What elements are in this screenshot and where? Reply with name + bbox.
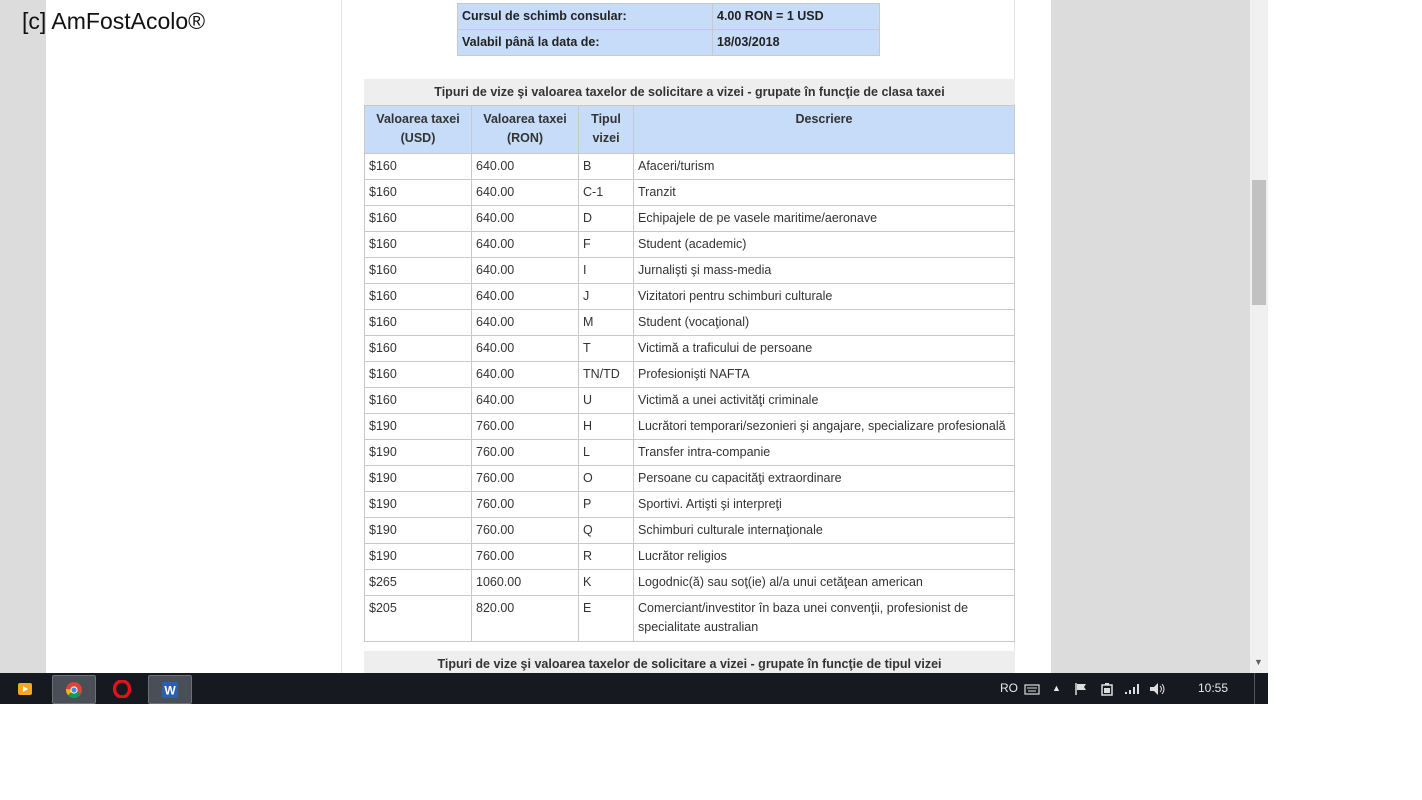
left-margin <box>0 0 46 673</box>
right-margin <box>1051 0 1250 673</box>
description-cell: Schimburi culturale internaţionale <box>634 518 1015 544</box>
visa-type-cell: I <box>579 258 634 284</box>
description-cell: Echipajele de pe vasele maritime/aeronave <box>634 206 1015 232</box>
fee-ron-cell: 640.00 <box>472 258 579 284</box>
visa-type-cell: O <box>579 466 634 492</box>
visa-type-cell: C-1 <box>579 180 634 206</box>
exchange-rate-table <box>457 3 880 56</box>
taskbar-chrome[interactable] <box>52 675 96 704</box>
table-row <box>365 518 1015 544</box>
visa-type-cell: E <box>579 596 634 642</box>
svg-text:W: W <box>164 683 176 697</box>
visa-type-cell: F <box>579 232 634 258</box>
description-cell: Afaceri/turism <box>634 154 1015 180</box>
watermark-text: [c] AmFostAcolo® <box>22 8 206 34</box>
visa-type-cell: Q <box>579 518 634 544</box>
table-row <box>365 154 1015 180</box>
fee-usd-cell: $190 <box>365 466 472 492</box>
visa-type-cell: H <box>579 414 634 440</box>
fee-usd-cell: $205 <box>365 596 472 642</box>
fee-usd-cell: $190 <box>365 518 472 544</box>
visa-type-cell: M <box>579 310 634 336</box>
rate-value: 18/03/2018 <box>713 30 880 56</box>
table-row <box>365 284 1015 310</box>
vertical-scrollbar[interactable] <box>1250 0 1268 673</box>
table-header-row <box>365 106 1015 154</box>
table-row <box>365 180 1015 206</box>
battery-icon[interactable] <box>1100 673 1114 704</box>
fee-usd-cell: $160 <box>365 388 472 414</box>
visa-type-cell: B <box>579 154 634 180</box>
fee-usd-cell: $160 <box>365 154 472 180</box>
rate-row <box>458 4 880 30</box>
table-row <box>365 362 1015 388</box>
fee-ron-cell: 640.00 <box>472 336 579 362</box>
scrollbar-thumb[interactable] <box>1252 180 1266 305</box>
taskbar-opera[interactable] <box>106 675 138 702</box>
description-cell: Jurnalişti şi mass-media <box>634 258 1015 284</box>
table-row <box>365 596 1015 642</box>
description-cell: Persoane cu capacităţi extraordinare <box>634 466 1015 492</box>
scroll-down-arrow-icon[interactable]: ▼ <box>1254 657 1263 667</box>
table-row <box>365 310 1015 336</box>
volume-icon[interactable] <box>1149 673 1167 704</box>
description-cell: Lucrător religios <box>634 544 1015 570</box>
table-row <box>365 544 1015 570</box>
table-row <box>365 206 1015 232</box>
description-cell: Victimă a traficului de persoane <box>634 336 1015 362</box>
description-cell: Vizitatori pentru schimburi culturale <box>634 284 1015 310</box>
visa-type-cell: P <box>579 492 634 518</box>
description-cell: Profesionişti NAFTA <box>634 362 1015 388</box>
show-desktop-button[interactable] <box>1254 673 1269 704</box>
taskbar-media-player[interactable] <box>10 675 40 702</box>
action-center-flag-icon[interactable] <box>1074 673 1088 704</box>
tray-expand-arrow-icon[interactable]: ▲ <box>1052 683 1061 693</box>
rate-label: Valabil până la data de: <box>458 30 713 56</box>
fee-ron-cell: 640.00 <box>472 310 579 336</box>
fee-usd-cell: $190 <box>365 492 472 518</box>
fee-ron-cell: 640.00 <box>472 180 579 206</box>
table-row <box>365 336 1015 362</box>
description-cell: Transfer intra-companie <box>634 440 1015 466</box>
table-caption-by-visa-type: Tipuri de vize şi valoarea taxelor de solicitare a vizei - grupate în funcţie de tipul vizei <box>364 651 1015 677</box>
rate-label: Cursul de schimb consular: <box>458 4 713 30</box>
description-cell: Comerciant/investitor în baza unei convenţii, profesionist de specialitate australian <box>634 596 1015 642</box>
fee-ron-cell: 760.00 <box>472 492 579 518</box>
visa-type-cell: R <box>579 544 634 570</box>
table-row <box>365 232 1015 258</box>
header-fee-ron: Valoarea taxei (RON) <box>472 106 579 154</box>
fee-usd-cell: $160 <box>365 232 472 258</box>
media-player-icon <box>17 681 33 697</box>
windows-taskbar <box>0 673 1268 704</box>
fee-ron-cell: 640.00 <box>472 154 579 180</box>
fee-ron-cell: 760.00 <box>472 466 579 492</box>
fee-usd-cell: $160 <box>365 284 472 310</box>
description-cell: Tranzit <box>634 180 1015 206</box>
visa-type-cell: K <box>579 570 634 596</box>
description-cell: Student (academic) <box>634 232 1015 258</box>
fee-usd-cell: $190 <box>365 440 472 466</box>
fee-usd-cell: $160 <box>365 180 472 206</box>
fee-ron-cell: 640.00 <box>472 362 579 388</box>
fee-ron-cell: 640.00 <box>472 388 579 414</box>
fee-ron-cell: 820.00 <box>472 596 579 642</box>
fee-usd-cell: $160 <box>365 336 472 362</box>
header-description: Descriere <box>634 106 1015 154</box>
header-visa-type: Tipul vizei <box>579 106 634 154</box>
visa-type-cell: TN/TD <box>579 362 634 388</box>
description-cell: Lucrători temporari/sezonieri şi angajare, specializare profesională <box>634 414 1015 440</box>
fee-usd-cell: $160 <box>365 258 472 284</box>
description-cell: Victimă a unei activităţi criminale <box>634 388 1015 414</box>
visa-type-cell: T <box>579 336 634 362</box>
table-row <box>365 570 1015 596</box>
fee-ron-cell: 760.00 <box>472 440 579 466</box>
description-cell: Logodnic(ă) sau soţ(ie) al/a unui cetăţean american <box>634 570 1015 596</box>
fee-usd-cell: $160 <box>365 362 472 388</box>
fee-ron-cell: 760.00 <box>472 414 579 440</box>
description-cell: Sportivi. Artişti şi interpreţi <box>634 492 1015 518</box>
fee-ron-cell: 760.00 <box>472 518 579 544</box>
taskbar-word[interactable] <box>148 675 192 704</box>
table-caption-by-fee-class: Tipuri de vize şi valoarea taxelor de solicitare a vizei - grupate în funcţie de clasa taxei <box>364 79 1015 105</box>
network-signal-icon[interactable] <box>1124 673 1140 704</box>
clock-time[interactable]: 10:55 <box>1198 681 1229 695</box>
rate-value: 4.00 RON = 1 USD <box>713 4 880 30</box>
visa-type-cell: D <box>579 206 634 232</box>
language-indicator[interactable]: RO <box>1000 681 1018 695</box>
chrome-icon <box>65 681 83 699</box>
rate-row <box>458 30 880 56</box>
word-icon <box>161 681 179 699</box>
fee-ron-cell: 760.00 <box>472 544 579 570</box>
header-fee-usd: Valoarea taxei (USD) <box>365 106 472 154</box>
fee-ron-cell: 640.00 <box>472 232 579 258</box>
visa-type-cell: U <box>579 388 634 414</box>
fee-usd-cell: $160 <box>365 310 472 336</box>
keyboard-icon[interactable] <box>1024 673 1040 704</box>
opera-icon <box>113 680 131 698</box>
description-cell: Student (vocaţional) <box>634 310 1015 336</box>
table-row <box>365 388 1015 414</box>
fee-usd-cell: $190 <box>365 414 472 440</box>
fee-usd-cell: $160 <box>365 206 472 232</box>
table-row <box>365 440 1015 466</box>
table-row <box>365 258 1015 284</box>
fee-ron-cell: 1060.00 <box>472 570 579 596</box>
fee-ron-cell: 640.00 <box>472 206 579 232</box>
fee-usd-cell: $265 <box>365 570 472 596</box>
table-row <box>365 466 1015 492</box>
table-row <box>365 414 1015 440</box>
fee-ron-cell: 640.00 <box>472 284 579 310</box>
visa-fees-table <box>364 105 1015 642</box>
visa-type-cell: J <box>579 284 634 310</box>
fee-usd-cell: $190 <box>365 544 472 570</box>
visa-type-cell: L <box>579 440 634 466</box>
table-row <box>365 492 1015 518</box>
